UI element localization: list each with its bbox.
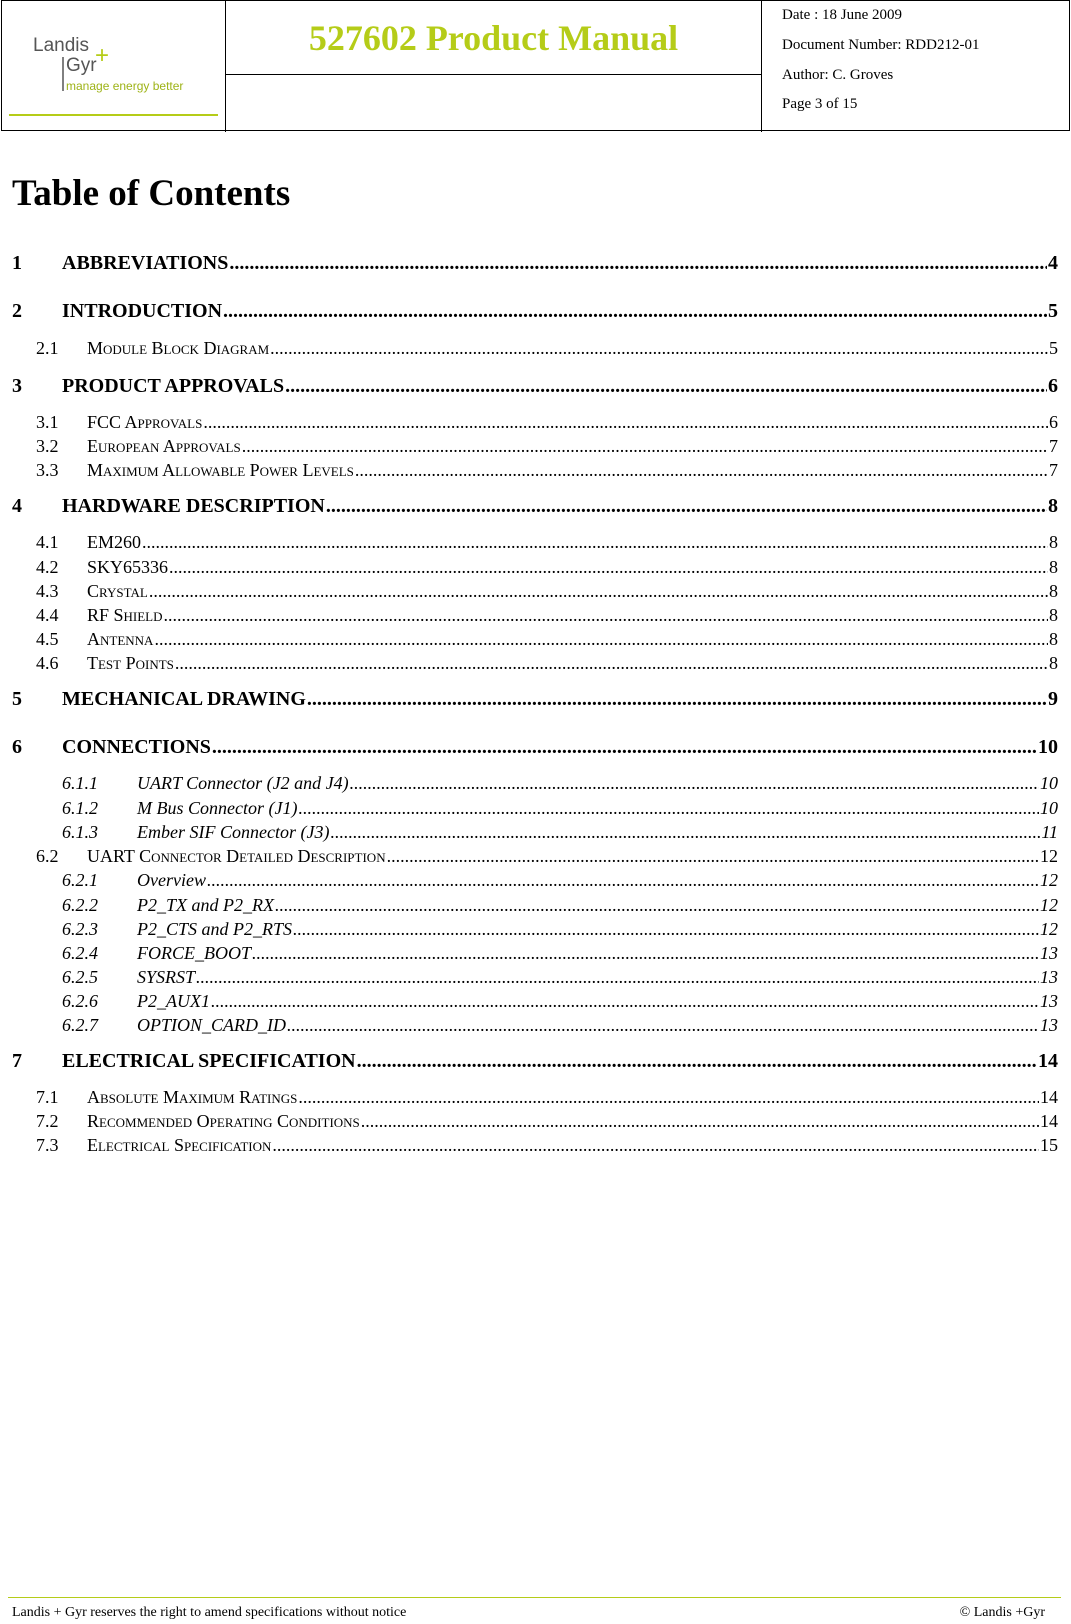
toc-entry[interactable]: 6.2.1 Overview ..... 12 [62,870,1058,891]
toc-entry[interactable]: 4.6 Test Points ..... 8 [36,653,1058,674]
logo-tagline: manage energy better [66,79,184,93]
toc-entry[interactable]: 7.2 Recommended Operating Conditions ..... 14 [36,1111,1058,1132]
footer-copyright: © Landis +Gyr [959,1605,1045,1620]
date-text: Date : 18 June 2009 [782,7,902,23]
toc-entry[interactable]: 7.1 Absolute Maximum Ratings ..... 14 [36,1087,1058,1108]
toc-entry[interactable]: 4.4 RF Shield ..... 8 [36,605,1058,626]
toc-entry[interactable]: 3.3 Maximum Allowable Power Levels ..... 7 [36,460,1058,481]
footer-divider [8,1597,1061,1598]
toc-entry[interactable]: 6.2.4 FORCE_BOOT ..... 13 [62,943,1058,964]
toc-entry[interactable]: 4.3 Crystal ..... 8 [36,581,1058,602]
toc-entry[interactable]: 6.2.7 OPTION_CARD_ID ..... 13 [62,1015,1058,1036]
toc-entry[interactable]: 4 HARDWARE DESCRIPTION ..... 8 [12,495,1058,518]
footer-notice: Landis + Gyr reserves the right to amend specifications without notice [12,1605,407,1620]
document-number: Document Number: RDD212-01 [782,37,980,53]
page-number: Page 3 of 15 [782,96,858,112]
toc-entry[interactable]: 3.2 European Approvals ..... 7 [36,436,1058,457]
logo-plus: + [95,42,110,69]
meta-cell [762,1,1069,132]
logo-cell [2,1,226,132]
toc-title: Table of Contents [12,173,291,214]
title-box [226,1,761,75]
toc-entry[interactable]: 4.2 SKY65336 ..... 8 [36,557,1058,578]
toc-entry[interactable]: 2.1 Module Block Diagram ..... 5 [36,338,1058,359]
document-title: 527602 Product Manual [308,17,679,58]
toc-entry[interactable]: 6.1.3 Ember SIF Connector (J3) ..... 11 [62,822,1058,843]
title-cell [226,1,762,132]
toc-entry[interactable]: 1 ABBREVIATIONS ..... 4 [12,252,1058,275]
toc-entry[interactable]: 3.1 FCC Approvals ..... 6 [36,412,1058,433]
toc-entry[interactable]: 6.2.3 P2_CTS and P2_RTS ..... 12 [62,919,1058,940]
landis-gyr-logo [8,27,208,99]
toc-entry[interactable]: 6.1.1 UART Connector (J2 and J4) ..... 10 [62,773,1058,794]
toc-entry[interactable]: 6.1.2 M Bus Connector (J1) ..... 10 [62,798,1058,819]
toc-entry[interactable]: 6.2.2 P2_TX and P2_RX ..... 12 [62,895,1058,916]
toc-entry[interactable]: 7 ELECTRICAL SPECIFICATION ..... 14 [12,1050,1058,1073]
page-header [1,0,1070,131]
toc-entry[interactable]: 3 PRODUCT APPROVALS ..... 6 [12,375,1058,398]
toc-entry[interactable]: 5 MECHANICAL DRAWING ..... 9 [12,688,1058,711]
toc-entry[interactable]: 4.1 EM260 ..... 8 [36,532,1058,553]
toc-entry[interactable]: 7.3 Electrical Specification ..... 15 [36,1135,1058,1156]
toc-entry[interactable]: 6.2 UART Connector Detailed Description ..... 12 [36,846,1058,867]
logo-line2: Gyr [66,55,97,76]
author-text: Author: C. Groves [782,67,894,83]
logo-underline [9,114,218,116]
toc-entry[interactable]: 6.2.6 P2_AUX1 ..... 13 [62,991,1058,1012]
toc-entry[interactable]: 6.2.5 SYSRST ..... 13 [62,967,1058,988]
toc-entry[interactable]: 4.5 Antenna ..... 8 [36,629,1058,650]
toc-entry[interactable]: 2 INTRODUCTION ..... 5 [12,300,1058,323]
logo-line1: Landis [33,35,89,56]
toc-entry[interactable]: 6 CONNECTIONS ..... 10 [12,736,1058,759]
